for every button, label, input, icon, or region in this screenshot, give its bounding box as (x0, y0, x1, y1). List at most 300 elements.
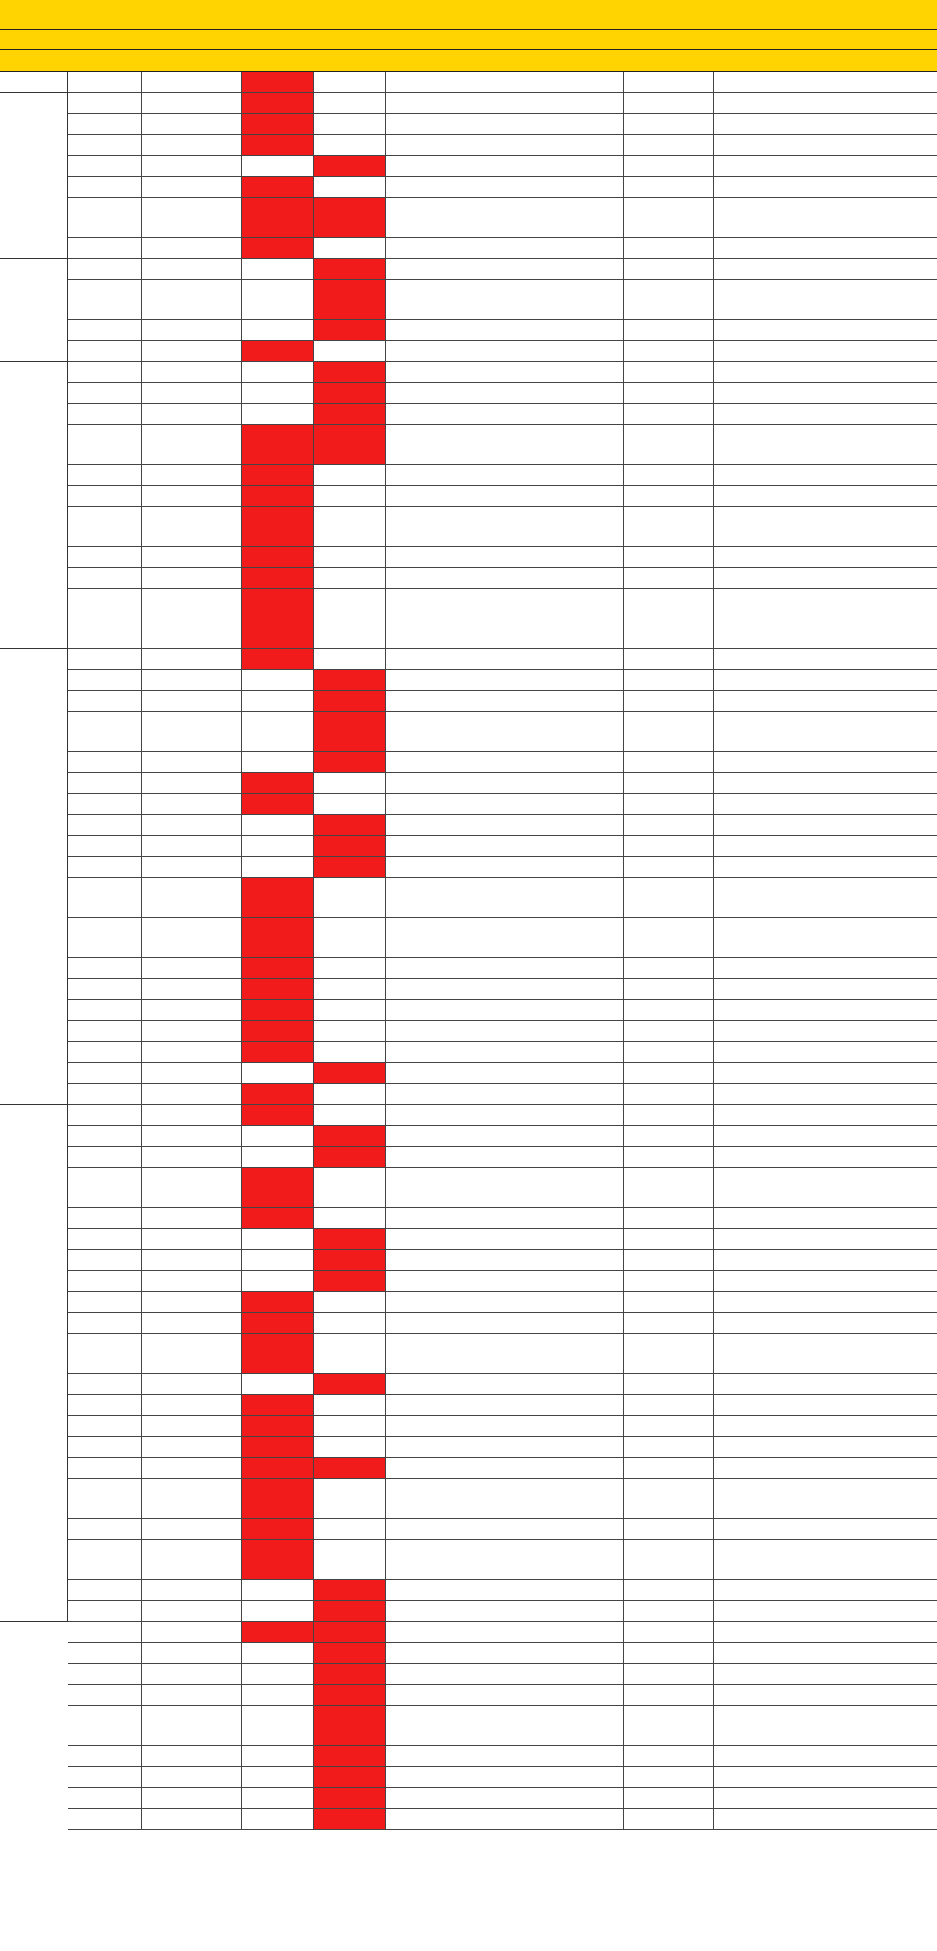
shou-cell (314, 1271, 386, 1291)
note-cell (714, 404, 937, 424)
birth-year-cell (68, 1271, 142, 1291)
actor-name-cell (142, 1580, 242, 1600)
works-cell (386, 752, 624, 772)
shou-cell (314, 280, 386, 319)
subtitle-bar (0, 30, 937, 50)
works-cell (386, 383, 624, 403)
note-cell (714, 918, 937, 957)
shou-cell (314, 1540, 386, 1579)
birth-year-cell (68, 1685, 142, 1705)
gong-cell (242, 1000, 314, 1020)
note-cell (714, 135, 937, 155)
status-cell (624, 1271, 714, 1291)
actor-name-cell (142, 1767, 242, 1787)
works-cell (386, 1622, 624, 1642)
table-row (68, 486, 937, 507)
table-row (68, 547, 937, 568)
shou-cell (314, 1168, 386, 1207)
note-cell (714, 1334, 937, 1373)
gong-cell (242, 918, 314, 957)
actor-name-cell (142, 1809, 242, 1829)
shou-cell (314, 691, 386, 711)
status-cell (624, 1580, 714, 1600)
works-cell (386, 341, 624, 361)
note-cell (714, 1374, 937, 1394)
era-block (0, 259, 68, 362)
birth-year-cell (68, 320, 142, 340)
gong-cell (242, 465, 314, 485)
works-cell (386, 1208, 624, 1228)
note-cell (714, 1685, 937, 1705)
status-cell (624, 1105, 714, 1125)
birth-year-cell (68, 465, 142, 485)
status-cell (624, 259, 714, 279)
table-row (68, 72, 937, 93)
actor-name-cell (142, 198, 242, 237)
gong-cell (242, 1229, 314, 1249)
shou-cell (314, 547, 386, 567)
gong-cell (242, 1540, 314, 1579)
gong-cell (242, 507, 314, 546)
works-cell (386, 878, 624, 917)
works-cell (386, 156, 624, 176)
note-cell (714, 1168, 937, 1207)
status-cell (624, 1706, 714, 1745)
birth-year-cell (68, 1479, 142, 1518)
note-cell (714, 1788, 937, 1808)
birth-year-cell (68, 670, 142, 690)
works-cell (386, 1313, 624, 1333)
gong-cell (242, 1643, 314, 1663)
shou-cell (314, 362, 386, 382)
shou-cell (314, 589, 386, 648)
shou-cell (314, 135, 386, 155)
gong-cell (242, 1334, 314, 1373)
birth-year-cell (68, 425, 142, 464)
status-cell (624, 1313, 714, 1333)
shou-cell (314, 958, 386, 978)
note-cell (714, 1208, 937, 1228)
works-cell (386, 238, 624, 258)
note-cell (714, 93, 937, 113)
shou-cell (314, 320, 386, 340)
actor-name-cell (142, 1105, 242, 1125)
status-cell (624, 1063, 714, 1083)
actor-name-cell (142, 1126, 242, 1146)
birth-year-cell (68, 1767, 142, 1787)
note-cell (714, 1063, 937, 1083)
birth-year-cell (68, 773, 142, 793)
table-row (68, 1271, 937, 1292)
birth-year-cell (68, 589, 142, 648)
works-cell (386, 1601, 624, 1621)
shou-cell (314, 752, 386, 772)
table-row (68, 1000, 937, 1021)
birth-year-cell (68, 383, 142, 403)
note-cell (714, 1580, 937, 1600)
birth-year-cell (68, 72, 142, 92)
works-cell (386, 958, 624, 978)
note-cell (714, 1519, 937, 1539)
actor-name-cell (142, 1685, 242, 1705)
shou-cell (314, 72, 386, 92)
works-cell (386, 1664, 624, 1684)
shou-cell (314, 1105, 386, 1125)
table-row (68, 568, 937, 589)
actor-name-cell (142, 1021, 242, 1041)
table-row (68, 1416, 937, 1437)
birth-year-cell (68, 1395, 142, 1415)
shou-cell (314, 404, 386, 424)
table-row (68, 958, 937, 979)
shou-cell (314, 1664, 386, 1684)
table-row (68, 589, 937, 649)
birth-year-cell (68, 649, 142, 669)
actor-name-cell (142, 979, 242, 999)
works-cell (386, 712, 624, 751)
status-cell (624, 1519, 714, 1539)
birth-year-cell (68, 1580, 142, 1600)
table-row (68, 320, 937, 341)
actor-name-cell (142, 404, 242, 424)
note-cell (714, 1229, 937, 1249)
actor-name-cell (142, 589, 242, 648)
birth-year-cell (68, 1168, 142, 1207)
birth-year-cell (68, 1809, 142, 1829)
note-cell (714, 1416, 937, 1436)
actor-name-cell (142, 93, 242, 113)
works-cell (386, 568, 624, 588)
table-row (68, 773, 937, 794)
gong-cell (242, 1021, 314, 1041)
table-row (68, 979, 937, 1000)
table-row (68, 93, 937, 114)
works-cell (386, 198, 624, 237)
note-cell (714, 1809, 937, 1829)
shou-cell (314, 1437, 386, 1457)
table-row (68, 1208, 937, 1229)
actor-name-cell (142, 177, 242, 197)
actor-name-cell (142, 1540, 242, 1579)
works-cell (386, 979, 624, 999)
table-row (68, 1084, 937, 1105)
shou-cell (314, 1334, 386, 1373)
table-row (68, 507, 937, 547)
birth-year-cell (68, 1208, 142, 1228)
actor-name-cell (142, 383, 242, 403)
works-cell (386, 1000, 624, 1020)
birth-year-cell (68, 1042, 142, 1062)
status-cell (624, 72, 714, 92)
shou-cell (314, 1063, 386, 1083)
gong-cell (242, 1147, 314, 1167)
gong-cell (242, 1313, 314, 1333)
shou-cell (314, 794, 386, 814)
actor-name-cell (142, 1250, 242, 1270)
actor-name-cell (142, 1458, 242, 1478)
note-cell (714, 425, 937, 464)
status-cell (624, 1685, 714, 1705)
note-cell (714, 979, 937, 999)
gong-cell (242, 1042, 314, 1062)
note-cell (714, 177, 937, 197)
works-cell (386, 1334, 624, 1373)
works-cell (386, 1126, 624, 1146)
note-cell (714, 486, 937, 506)
birth-year-cell (68, 1519, 142, 1539)
status-cell (624, 1250, 714, 1270)
actor-name-cell (142, 1000, 242, 1020)
gong-cell (242, 1479, 314, 1518)
gong-cell (242, 238, 314, 258)
status-cell (624, 486, 714, 506)
works-cell (386, 918, 624, 957)
birth-year-cell (68, 114, 142, 134)
shou-cell (314, 1374, 386, 1394)
actor-name-cell (142, 1664, 242, 1684)
birth-year-cell (68, 1147, 142, 1167)
status-cell (624, 568, 714, 588)
table-row (68, 857, 937, 878)
gong-cell (242, 878, 314, 917)
table-row (68, 1685, 937, 1706)
table-row (68, 1334, 937, 1374)
table-row (68, 1519, 937, 1540)
status-cell (624, 1437, 714, 1457)
table-row (68, 1664, 937, 1685)
status-cell (624, 1601, 714, 1621)
note-cell (714, 320, 937, 340)
note-cell (714, 1084, 937, 1104)
status-cell (624, 1809, 714, 1829)
works-cell (386, 1643, 624, 1663)
birth-year-cell (68, 1664, 142, 1684)
gong-cell (242, 1601, 314, 1621)
note-cell (714, 958, 937, 978)
actor-name-cell (142, 691, 242, 711)
gong-cell (242, 1084, 314, 1104)
gong-cell (242, 670, 314, 690)
works-cell (386, 857, 624, 877)
table-row (68, 1105, 937, 1126)
gong-cell (242, 362, 314, 382)
gong-cell (242, 1126, 314, 1146)
birth-year-cell (68, 857, 142, 877)
era-block (0, 649, 68, 1105)
shou-cell (314, 1643, 386, 1663)
actor-name-cell (142, 752, 242, 772)
gong-cell (242, 320, 314, 340)
note-cell (714, 1292, 937, 1312)
gong-cell (242, 1622, 314, 1642)
note-cell (714, 1746, 937, 1766)
gong-cell (242, 425, 314, 464)
table-row (68, 1126, 937, 1147)
works-cell (386, 773, 624, 793)
shou-cell (314, 1395, 386, 1415)
actor-name-cell (142, 712, 242, 751)
note-cell (714, 1105, 937, 1125)
status-cell (624, 425, 714, 464)
gong-cell (242, 857, 314, 877)
status-cell (624, 383, 714, 403)
table-row (68, 1540, 937, 1580)
note-cell (714, 198, 937, 237)
status-cell (624, 156, 714, 176)
works-cell (386, 1540, 624, 1579)
birth-year-cell (68, 177, 142, 197)
gong-cell (242, 568, 314, 588)
birth-year-cell (68, 1229, 142, 1249)
status-cell (624, 1479, 714, 1518)
shou-cell (314, 1519, 386, 1539)
birth-year-cell (68, 1416, 142, 1436)
shou-cell (314, 878, 386, 917)
actor-name-cell (142, 238, 242, 258)
works-cell (386, 280, 624, 319)
status-cell (624, 1767, 714, 1787)
shou-cell (314, 1685, 386, 1705)
actor-name-cell (142, 794, 242, 814)
actor-name-cell (142, 568, 242, 588)
table-row (68, 177, 937, 198)
works-cell (386, 1788, 624, 1808)
status-cell (624, 878, 714, 917)
status-cell (624, 1643, 714, 1663)
actor-name-cell (142, 878, 242, 917)
note-cell (714, 1000, 937, 1020)
shou-cell (314, 1250, 386, 1270)
status-cell (624, 815, 714, 835)
gong-cell (242, 93, 314, 113)
gong-cell (242, 1250, 314, 1270)
gong-cell (242, 691, 314, 711)
gong-cell (242, 1746, 314, 1766)
actor-name-cell (142, 1643, 242, 1663)
works-cell (386, 1706, 624, 1745)
shou-cell (314, 1084, 386, 1104)
gong-cell (242, 979, 314, 999)
actor-name-cell (142, 1168, 242, 1207)
actor-name-cell (142, 72, 242, 92)
birth-year-cell (68, 918, 142, 957)
note-cell (714, 815, 937, 835)
note-cell (714, 259, 937, 279)
note-cell (714, 794, 937, 814)
shou-cell (314, 1021, 386, 1041)
status-cell (624, 1788, 714, 1808)
actor-name-cell (142, 1746, 242, 1766)
status-cell (624, 1664, 714, 1684)
shou-cell (314, 568, 386, 588)
status-cell (624, 958, 714, 978)
gong-cell (242, 773, 314, 793)
birth-year-cell (68, 1084, 142, 1104)
actor-name-cell (142, 836, 242, 856)
works-cell (386, 404, 624, 424)
note-cell (714, 1622, 937, 1642)
gong-cell (242, 1271, 314, 1291)
status-cell (624, 1229, 714, 1249)
note-cell (714, 362, 937, 382)
shou-cell (314, 1292, 386, 1312)
table-row (68, 752, 937, 773)
works-cell (386, 1685, 624, 1705)
status-cell (624, 1334, 714, 1373)
works-cell (386, 1292, 624, 1312)
era-block (0, 72, 68, 93)
works-cell (386, 1809, 624, 1829)
birth-year-cell (68, 1746, 142, 1766)
note-cell (714, 1540, 937, 1579)
note-cell (714, 752, 937, 772)
gong-cell (242, 1788, 314, 1808)
gong-cell (242, 1767, 314, 1787)
status-cell (624, 589, 714, 648)
status-cell (624, 670, 714, 690)
works-cell (386, 1374, 624, 1394)
actor-name-cell (142, 1622, 242, 1642)
shou-cell (314, 198, 386, 237)
works-cell (386, 1021, 624, 1041)
actor-name-cell (142, 156, 242, 176)
note-cell (714, 1458, 937, 1478)
actor-name-cell (142, 135, 242, 155)
table-row (68, 836, 937, 857)
shou-cell (314, 1416, 386, 1436)
table-row (68, 383, 937, 404)
actor-name-cell (142, 1706, 242, 1745)
note-cell (714, 649, 937, 669)
table-row (68, 198, 937, 238)
gong-cell (242, 752, 314, 772)
gong-cell (242, 836, 314, 856)
status-cell (624, 857, 714, 877)
note-cell (714, 280, 937, 319)
actor-name-cell (142, 649, 242, 669)
status-cell (624, 1000, 714, 1020)
shou-cell (314, 857, 386, 877)
status-cell (624, 1458, 714, 1478)
shou-cell (314, 1746, 386, 1766)
note-cell (714, 589, 937, 648)
actor-name-cell (142, 1229, 242, 1249)
gong-cell (242, 404, 314, 424)
status-cell (624, 712, 714, 751)
note-cell (714, 1271, 937, 1291)
birth-year-cell (68, 1250, 142, 1270)
table-row (68, 1147, 937, 1168)
birth-year-cell (68, 280, 142, 319)
works-cell (386, 547, 624, 567)
works-cell (386, 507, 624, 546)
gong-cell (242, 1519, 314, 1539)
works-cell (386, 1063, 624, 1083)
shou-cell (314, 177, 386, 197)
table-row (68, 918, 937, 958)
table-row (68, 1292, 937, 1313)
actor-name-cell (142, 465, 242, 485)
shou-cell (314, 1788, 386, 1808)
birth-year-cell (68, 1000, 142, 1020)
actor-name-cell (142, 259, 242, 279)
note-cell (714, 72, 937, 92)
birth-year-cell (68, 198, 142, 237)
note-cell (714, 1021, 937, 1041)
birth-year-cell (68, 1126, 142, 1146)
status-cell (624, 1416, 714, 1436)
shou-cell (314, 259, 386, 279)
